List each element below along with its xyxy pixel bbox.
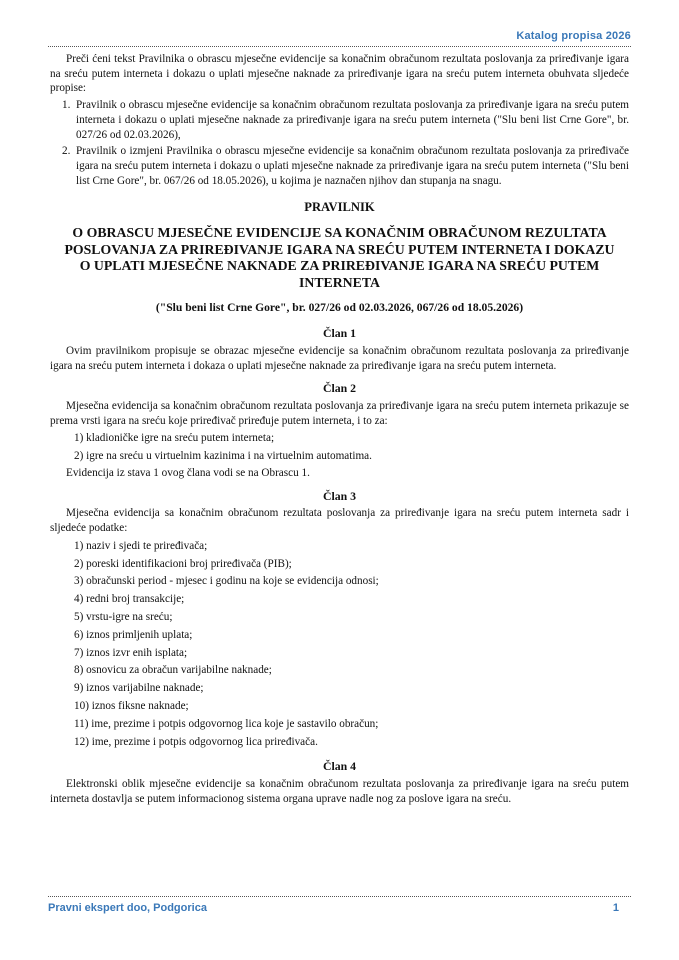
page-number: 1 (612, 902, 619, 914)
intro-paragraph: Preči ćeni tekst Pravilnika o obrascu mjesečne evidencije sa konačnim obračunom rezultata poslovanja za priređivanje igara na sreću putem interneta i dokazu o uplati mjesečne naknade za priređivanje igara na sreću putem interneta obuhvata sljedeće propise: (50, 53, 629, 95)
list-item: 10) iznos fiksne naknade; (74, 699, 189, 712)
list-item: 9) iznos varijabilne naknade; (74, 682, 204, 695)
page-header (48, 30, 631, 47)
item-number: 1. (62, 99, 71, 112)
list-item: 6) iznos primljenih uplata; (74, 628, 193, 641)
list-item: 7) iznos izvr enih isplata; (74, 646, 188, 659)
list-item: 2) poreski identifikacioni broj priređivača (PIB); (74, 557, 292, 570)
article-2-list (50, 430, 629, 466)
list-item (50, 98, 629, 142)
document-body (50, 52, 629, 806)
article-2-after: Evidencija iz stava 1 ovog člana vodi se na Obrascu 1. (66, 466, 310, 479)
gazette-reference: ("Slu beni list Crne Gore", br. 027/26 od 02.03.2026, 067/26 od 18.05.2026) (155, 301, 524, 315)
list-item: 2) igre na sreću u virtuelnim kazinima i na virtuelnim automatima. (74, 450, 372, 463)
article-1-heading: Član 1 (322, 326, 357, 341)
item-text: Pravilnik o izmjeni Pravilnika o obrascu mjesečne evidencije sa konačnim obračunom rezultata poslovanja za priređivače igara na sreću putem interneta i dokazu o uplati mjesečne naknade za priređivanje igara na sreću putem interneta ("Slu beni list Crne Gore", br. 067/26 od 18.05.2026), u kojima je naznačen njihov dan stupanja na snagu. (76, 145, 629, 187)
item-number: 2. (62, 145, 71, 158)
page-footer (48, 896, 631, 915)
article-4-text: Elektronski oblik mjesečne evidencije sa konačnim obračunom rezultata poslovanja za priređivanje igara na sreću putem interneta dostavlja se putem informacionog sistema organa uprave nadle nog za poslove igara na sreću. (50, 778, 629, 805)
article-4-heading: Član 4 (322, 759, 357, 774)
item-text: Pravilnik o obrascu mjesečne evidencije sa konačnim obračunom rezultata poslovanja za priređivanje igara na sreću putem interneta i dokazu o uplati mjesečne naknade za priređivanje igara na sreću putem interneta ("Slu beni list Crne Gore", br. 027/26 od 02.03.2026), (76, 99, 629, 141)
list-item: 1) naziv i sjedi te priređivača; (74, 539, 208, 552)
list-item: 12) ime, prezime i potpis odgovornog lica priređivača. (74, 735, 318, 748)
article-3-text: Mjesečna evidencija sa konačnim obračunom rezultata poslovanja za priređivanje igara na sreću putem interneta sadr i sljedeće podatke: (50, 507, 629, 535)
list-item: 8) osnovicu za obračun varijabilne naknade; (74, 664, 272, 677)
list-item: 5) vrstu-igre na sreću; (74, 610, 173, 623)
article-3-list (50, 538, 629, 752)
list-item: 1) kladioničke igre na sreću putem interneta; (74, 432, 275, 445)
list-item: 4) redni broj transakcije; (74, 593, 185, 606)
catalog-brand: Katalog propisa 2026 (516, 30, 631, 42)
document-subtitle: O OBRASCU MJESEČNE EVIDENCIJE SA KONAČNIM OBRAČUNOM REZULTATA POSLOVANJA ZA PRIREĐIVANJE IGARA NA SREĆU PUTEM INTERNETA I DOKAZU O UPLATI MJESEČNE NAKNADE ZA PRIREĐIVANJE IGARA NA SREĆU PUTEM INTERNETA (64, 225, 615, 290)
document-title: PRAVILNIK (304, 200, 375, 215)
regulations-list (50, 98, 629, 188)
article-2-heading: Član 2 (322, 381, 357, 396)
list-item (50, 144, 629, 188)
list-item: 11) ime, prezime i potpis odgovornog lica koje je sastavilo obračun; (74, 717, 379, 730)
article-2-text: Mjesečna evidencija sa konačnim obračunom rezultata poslovanja za priređivanje igara na sreću putem interneta prikazuje se prema vrsti igara na sreću koje priređivač priređuje putem interneta, i to za: (50, 399, 629, 427)
publisher-name: Pravni ekspert doo, Podgorica (48, 902, 207, 914)
article-1-text: Ovim pravilnikom propisuje se obrazac mjesečne evidencije sa konačnim obračunom rezultata poslovanja za priređivanje igara na sreću putem interneta i dokaza o uplati mjesečne naknade za priređivanje igara na sreću putem interneta. (50, 344, 629, 372)
article-3-heading: Član 3 (322, 488, 357, 503)
list-item: 3) obračunski period - mjesec i godinu na koje se evidencija odnosi; (74, 575, 379, 588)
